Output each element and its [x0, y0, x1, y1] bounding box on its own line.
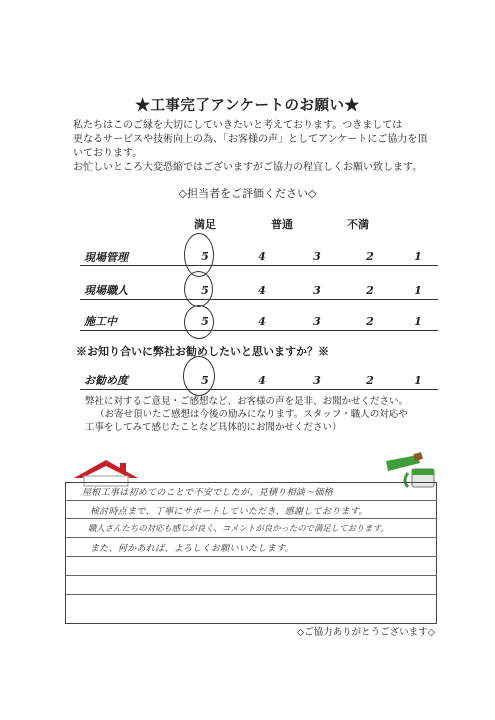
rating-section-heading: ◇担当者をご評価ください◇: [178, 187, 317, 200]
feedback-line: 工事をしてみて感じたことなど具体的にお聞かせください）: [85, 422, 342, 433]
recommend-question: ※お知り合いに弊社お勧めしたいと思いますか？※: [76, 345, 329, 358]
handwritten-line: 屋根工事は初めてのことで不安でしたが、見積り相談～価格: [82, 488, 334, 498]
rating-option-4[interactable]: 4: [258, 250, 266, 263]
rating-option-5[interactable]: 5: [201, 315, 209, 328]
rating-option-2[interactable]: 2: [366, 315, 374, 328]
col-satisfied: 満足: [194, 218, 216, 231]
comment-line: [65, 556, 437, 557]
col-normal: 普通: [271, 218, 293, 231]
feedback-prompt: [85, 395, 445, 434]
row-rule: [80, 299, 438, 300]
rating-option-3[interactable]: 3: [313, 284, 321, 297]
rating-option-1[interactable]: 1: [414, 284, 422, 297]
row-rule: [80, 330, 438, 331]
rating-option-3[interactable]: 3: [313, 250, 321, 263]
col-dissatisfied: 不満: [347, 218, 369, 231]
rating-label: 現場職人: [84, 284, 128, 297]
intro-line: 更なるサービスや技術向上の為、「お客様の声」としてアンケートにご協力を頂: [73, 134, 428, 145]
recommend-label: お勧め度: [84, 374, 128, 387]
rating-option-1[interactable]: 1: [414, 315, 422, 328]
comment-line: [65, 500, 437, 501]
rating-option-5[interactable]: 5: [201, 250, 209, 263]
rating-option-2[interactable]: 2: [366, 284, 374, 297]
rating-option-3[interactable]: 3: [313, 315, 321, 328]
intro-line: 私たちはこのご縁を大切にしていきたいと考えております。つきましては: [73, 120, 403, 131]
recommend-option-1[interactable]: 1: [414, 374, 422, 387]
handwritten-line: また、何かあれば、よろしくお願いいたします。: [90, 544, 294, 554]
intro-line: お忙しいところ大変恐縮ではございますがご協力の程宜しくお願い致します。: [73, 162, 423, 173]
recommend-option-5[interactable]: 5: [201, 374, 209, 387]
comment-line: [65, 575, 437, 576]
page-title: ★工事完了アンケートのお願い★: [135, 97, 360, 114]
rating-option-4[interactable]: 4: [258, 315, 266, 328]
recommend-option-2[interactable]: 2: [366, 374, 374, 387]
comment-line: [65, 594, 437, 595]
intro-line: いております。: [73, 148, 143, 159]
comment-line: [65, 537, 437, 538]
thanks-text: ◇ご協力ありがとうございます◇: [296, 627, 435, 638]
recommend-option-4[interactable]: 4: [258, 374, 266, 387]
selected-circle: [184, 305, 214, 339]
rating-label: 現場管理: [84, 251, 128, 264]
rating-option-2[interactable]: 2: [366, 250, 374, 263]
comment-line: [65, 518, 437, 519]
handwritten-line: 職人さんたちの対応も感じが良く、コメントが良かったので満足しております。: [88, 523, 389, 533]
rating-option-1[interactable]: 1: [414, 250, 422, 263]
selected-circle: [184, 271, 213, 307]
rating-option-5[interactable]: 5: [201, 284, 209, 297]
intro-text: [73, 119, 438, 175]
row-rule: [80, 389, 438, 390]
feedback-line: 弊社に対するご意見・ご感想など、お客様の声を是非、お聞かせください。: [85, 396, 409, 407]
row-rule: [80, 265, 438, 266]
recommend-option-3[interactable]: 3: [313, 374, 321, 387]
rating-label: 施工中: [84, 315, 117, 328]
handwritten-line: 検討時点まで、丁寧にサポートしていただき、感謝しております。: [90, 507, 368, 517]
feedback-line: （お寄せ頂いたご感想は今後の励みになります。スタッフ・職人の対応や: [95, 409, 408, 420]
rating-option-4[interactable]: 4: [258, 284, 266, 297]
selected-circle: [183, 356, 215, 396]
